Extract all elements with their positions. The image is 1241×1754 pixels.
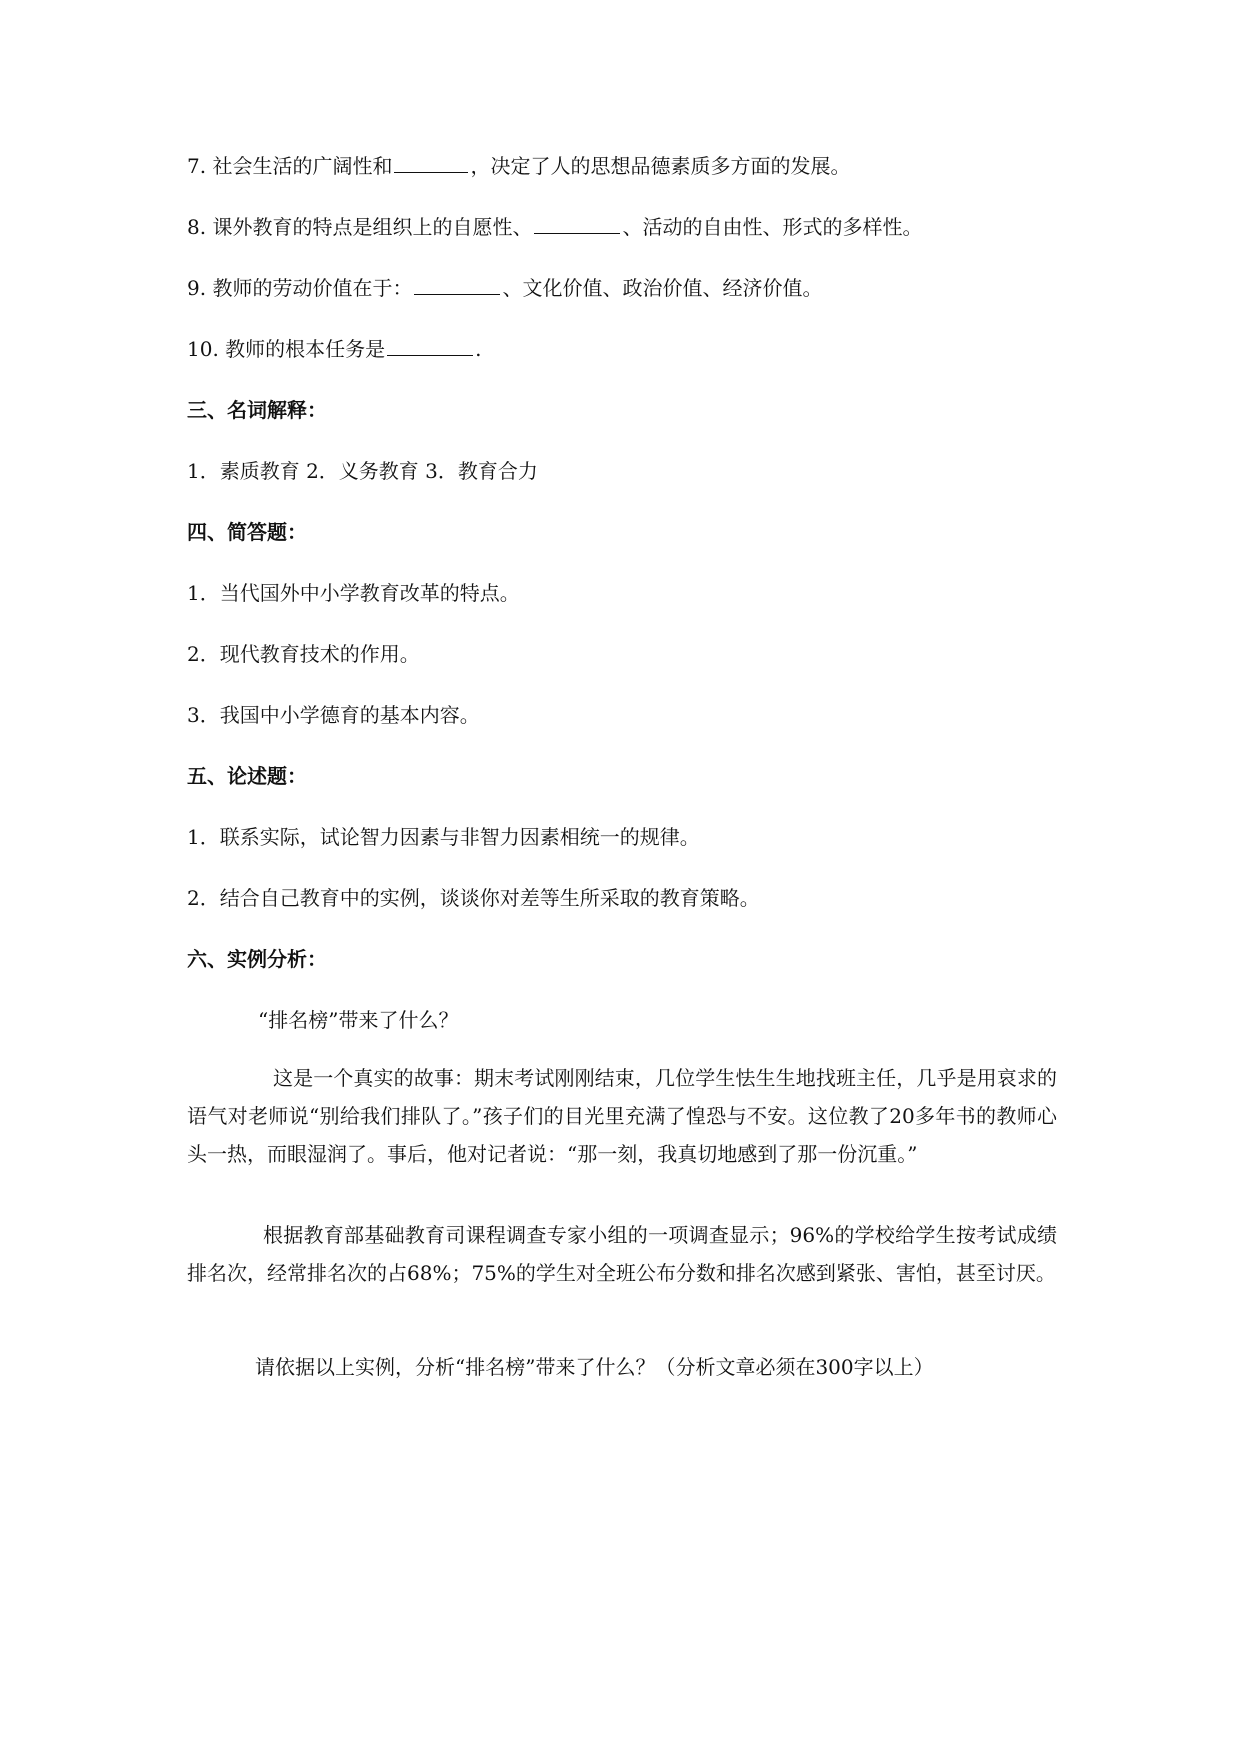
question-text-after: 、文化价值、政治价值、经济价值。 (502, 276, 823, 300)
question-number: 9. (187, 276, 207, 300)
terms-list: 1．素质教育 2．义务教育 3．教育合力 (187, 459, 538, 483)
question-text-before: 教师的劳动价值在于： (212, 276, 413, 300)
question-8 (187, 213, 922, 241)
question-text-after: 、活动的自由性、形式的多样性。 (622, 215, 923, 239)
short-answer-item: 1．当代国外中小学教育改革的特点。 (187, 581, 520, 605)
short-answer-item: 2．现代教育技术的作用。 (187, 642, 420, 666)
answer-blank[interactable] (394, 152, 468, 173)
essay-item: 2．结合自己教育中的实例，谈谈你对差等生所采取的教育策略。 (187, 886, 760, 910)
question-7 (187, 152, 850, 180)
question-9 (187, 274, 822, 302)
section-heading-short-answer: 四、简答题： (187, 520, 307, 544)
question-text-after: ，决定了人的思想品德素质多方面的发展。 (470, 154, 851, 178)
section-heading-terms: 三、名词解释： (187, 398, 327, 422)
case-title: “排名榜”带来了什么？ (258, 1008, 459, 1032)
question-text-before: 教师的根本任务是 (225, 337, 386, 361)
answer-blank[interactable] (534, 213, 620, 234)
case-paragraph-1: 这是一个真实的故事：期末考试刚刚结束，几位学生怯生生地找班主任，几乎是用哀求的语气对老师说“别给我们排队了。”孩子们的目光里充满了惶恐与不安。这位教了20多年书的教师心头一热，而眼湿润了。事后，他对记者说：“那一刻，我真切地感到了那一份沉重。” (187, 1066, 1057, 1166)
answer-blank[interactable] (387, 335, 473, 356)
question-10 (187, 335, 482, 363)
case-paragraph-2: 根据教育部基础教育司课程调查专家小组的一项调查显示；96%的学校给学生按考试成绩排名次，经常排名次的占68%；75%的学生对全班公布分数和排名次感到紧张、害怕，甚至讨厌。 (187, 1223, 1057, 1285)
section-heading-case-analysis: 六、实例分析： (187, 947, 327, 971)
question-number: 10. (187, 337, 219, 361)
question-text-after: . (475, 337, 482, 361)
answer-blank[interactable] (414, 274, 500, 295)
question-number: 7. (187, 154, 207, 178)
question-number: 8. (187, 215, 207, 239)
essay-item: 1．联系实际，试论智力因素与非智力因素相统一的规律。 (187, 825, 700, 849)
question-text-before: 社会生活的广阔性和 (212, 154, 393, 178)
case-instruction: 请依据以上实例，分析“排名榜”带来了什么？（分析文章必须在300字以上） (255, 1355, 934, 1379)
question-text-before: 课外教育的特点是组织上的自愿性、 (212, 215, 533, 239)
short-answer-item: 3．我国中小学德育的基本内容。 (187, 703, 480, 727)
section-heading-essay: 五、论述题： (187, 764, 307, 788)
